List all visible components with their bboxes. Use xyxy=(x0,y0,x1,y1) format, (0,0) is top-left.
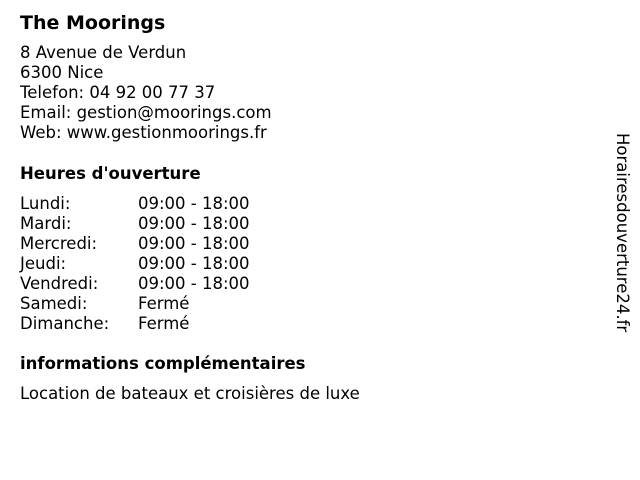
time-value: 09:00 - 18:00 xyxy=(138,194,250,213)
day-label: Jeudi: xyxy=(20,254,67,273)
business-name: The Moorings xyxy=(20,12,166,34)
phone-number: Telefon: 04 92 00 77 37 xyxy=(20,83,216,102)
email-address: Email: gestion@moorings.com xyxy=(20,103,272,122)
time-value: 09:00 - 18:00 xyxy=(138,254,250,273)
time-value: 09:00 - 18:00 xyxy=(138,234,250,253)
time-value: Fermé xyxy=(138,294,190,313)
day-label: Samedi: xyxy=(20,294,88,313)
day-label: Lundi: xyxy=(20,194,71,213)
info-description: Location de bateaux et croisières de luxe xyxy=(20,384,360,403)
day-label: Mercredi: xyxy=(20,234,98,253)
day-label: Mardi: xyxy=(20,214,72,233)
hours-heading: Heures d'ouverture xyxy=(20,164,201,183)
site-watermark: Horairesdouverture24.fr xyxy=(613,133,632,333)
contact-block xyxy=(20,43,272,143)
info-heading: informations complémentaires xyxy=(20,354,306,373)
website: Web: www.gestionmoorings.fr xyxy=(20,123,267,142)
time-value: 09:00 - 18:00 xyxy=(138,214,250,233)
time-value: 09:00 - 18:00 xyxy=(138,274,250,293)
day-label: Vendredi: xyxy=(20,274,99,293)
address-city: 6300 Nice xyxy=(20,63,104,82)
time-value: Fermé xyxy=(138,314,190,333)
day-label: Dimanche: xyxy=(20,314,110,333)
address-street: 8 Avenue de Verdun xyxy=(20,43,187,62)
